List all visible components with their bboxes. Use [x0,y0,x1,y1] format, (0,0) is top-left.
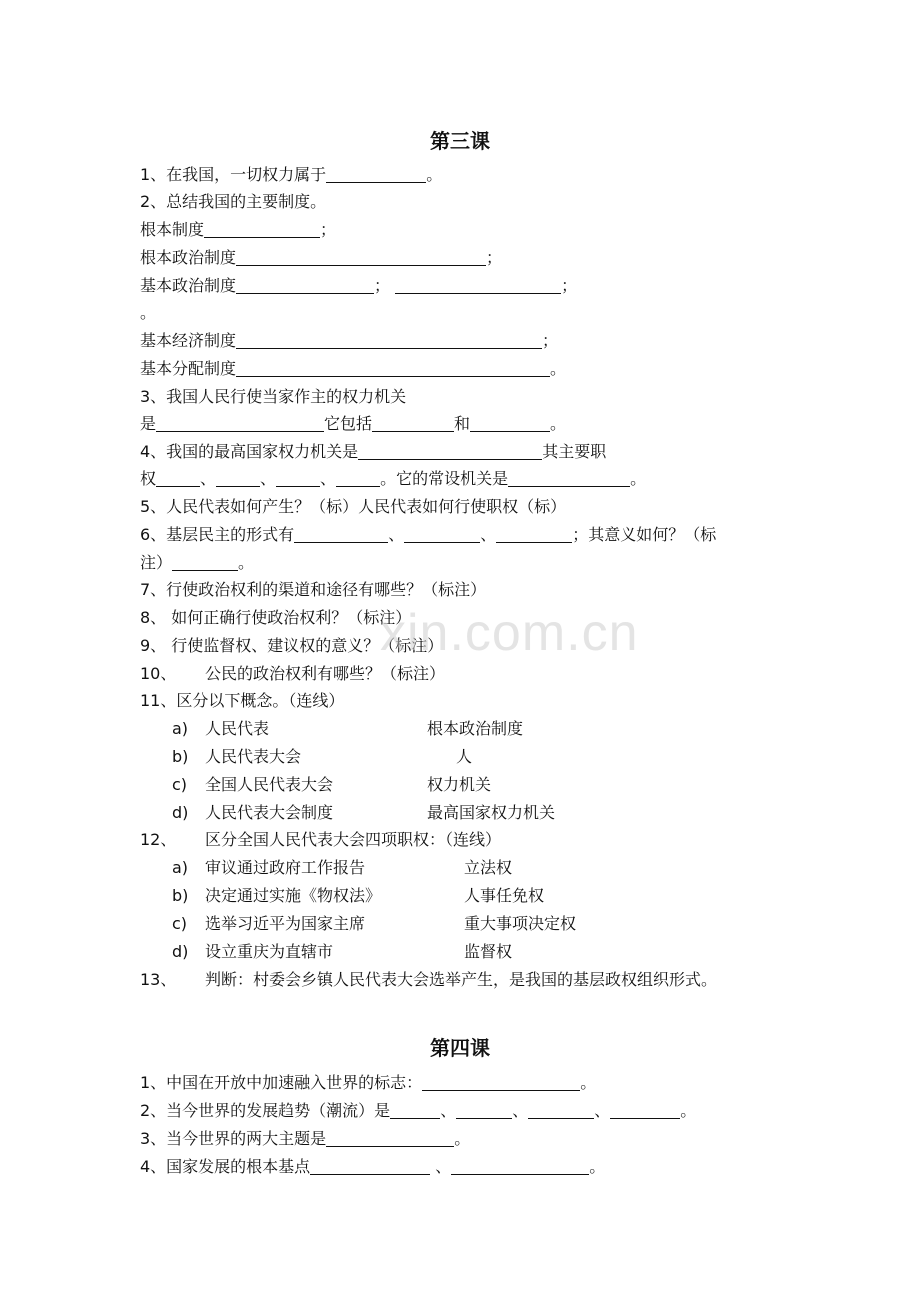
match-left[interactable]: 人民代表大会 [205,747,302,766]
match-letter: d) [172,803,189,822]
lesson3-title: 第三课 [430,129,490,153]
answer-blank[interactable] [326,166,426,183]
question-3-line1: 3、我国人民行使当家作主的权力机关 [140,387,407,406]
answer-blank[interactable] [156,415,324,432]
match-right[interactable]: 根本政治制度 [427,719,524,738]
answer-blank[interactable] [326,1130,454,1147]
answer-blank[interactable] [451,1158,589,1175]
match-letter: d) [172,942,189,961]
match-right[interactable]: 重大事项决定权 [464,914,577,933]
answer-blank[interactable] [216,470,260,487]
match-right[interactable]: 监督权 [464,942,513,961]
question-12-number: 12、 [140,830,177,849]
answer-blank[interactable] [156,470,200,487]
answer-blank[interactable] [294,526,388,543]
match-left[interactable]: 决定通过实施《物权法》 [205,886,382,905]
match-right[interactable]: 立法权 [464,858,513,877]
match-right[interactable]: 权力机关 [427,775,492,794]
question-6-line1: 6、基层民主的形式有 、 、 ；其意义如何？（标 [140,525,717,544]
l4-question-4: 4、国家发展的根本基点 、 。 [140,1157,606,1176]
row-root-political-system: 根本政治制度 ； [140,248,503,267]
watermark: xin.com.cn [380,604,639,662]
match-letter: a) [172,719,189,738]
match-left[interactable]: 全国人民代表大会 [205,775,334,794]
match-letter: c) [172,775,188,794]
match-left[interactable]: 设立重庆为直辖市 [205,942,334,961]
match-letter: b) [172,747,189,766]
match-left[interactable]: 人民代表 [205,719,270,738]
question-7: 7、行使政治权利的渠道和途径有哪些？（标注） [140,580,487,599]
l4-question-2: 2、当今世界的发展趋势（潮流）是 、 、 、 。 [140,1101,697,1120]
match-left[interactable]: 选举习近平为国家主席 [205,914,366,933]
row-basic-economic-system: 基本经济制度 ； [140,331,559,350]
answer-blank[interactable] [172,554,238,571]
match-left[interactable]: 人民代表大会制度 [205,803,334,822]
question-3-line2: 是 它包括 和 。 [140,414,567,433]
question-10-text: 公民的政治权利有哪些？（标注） [205,664,446,683]
match-left[interactable]: 审议通过政府工作报告 [205,858,366,877]
lesson4-title: 第四课 [430,1036,490,1060]
answer-blank[interactable] [372,415,454,432]
answer-blank[interactable] [336,470,380,487]
question-13-number: 13、 [140,970,177,989]
answer-blank[interactable] [456,1102,512,1119]
l4-question-1: 1、中国在开放中加速融入世界的标志： 。 [140,1073,597,1092]
question-5: 5、人民代表如何产生？（标）人民代表如何行使职权（标） [140,497,567,516]
answer-blank[interactable] [236,332,542,349]
question-4-line1: 4、我国的最高国家权力机关是 其主要职 [140,442,607,461]
l4-question-3: 3、当今世界的两大主题是 。 [140,1129,471,1148]
answer-blank[interactable] [528,1102,594,1119]
question-1: 1、在我国，一切权力属于 。 [140,165,443,184]
row-basic-distribution-system: 基本分配制度 。 [140,359,567,378]
question-6-line2: 注） 。 [140,553,255,572]
question-10-number: 10、 [140,664,177,683]
answer-blank[interactable] [422,1074,580,1091]
row-period: 。 [140,303,157,322]
match-letter: a) [172,858,189,877]
match-right[interactable]: 人事任免权 [464,886,545,905]
answer-blank[interactable] [496,526,572,543]
match-letter: b) [172,886,189,905]
answer-blank[interactable] [395,277,561,294]
answer-blank[interactable] [610,1102,680,1119]
answer-blank[interactable] [470,415,550,432]
question-11: 11、区分以下概念。（连线） [140,691,345,710]
answer-blank[interactable] [390,1102,440,1119]
answer-blank[interactable] [404,526,480,543]
match-right[interactable]: 最高国家权力机关 [427,803,556,822]
answer-blank[interactable] [310,1158,430,1175]
answer-blank[interactable] [358,443,542,460]
question-12-text: 区分全国人民代表大会四项职权：（连线） [205,830,502,849]
answer-blank[interactable] [236,249,486,266]
match-letter: c) [172,914,188,933]
match-right[interactable]: 人 [456,747,473,766]
answer-blank[interactable] [276,470,320,487]
question-4-line2: 权 、 、 、 。它的常设机关是 。 [140,469,647,488]
question-13-text: 判断：村委会乡镇人民代表大会选举产生，是我国的基层政权组织形式。 [205,970,718,989]
answer-blank[interactable] [204,221,320,238]
answer-blank[interactable] [508,470,630,487]
row-root-system: 根本制度 ； [140,220,337,239]
answer-blank[interactable] [236,360,550,377]
question-2: 2、总结我国的主要制度。 [140,192,327,211]
question-9: 9、 行使监督权、建议权的意义？（标注） [140,636,444,655]
row-basic-political-system: 基本政治制度 ； ； [140,276,578,295]
question-8: 8、 如何正确行使政治权利？（标注） [140,608,412,627]
answer-blank[interactable] [236,277,374,294]
